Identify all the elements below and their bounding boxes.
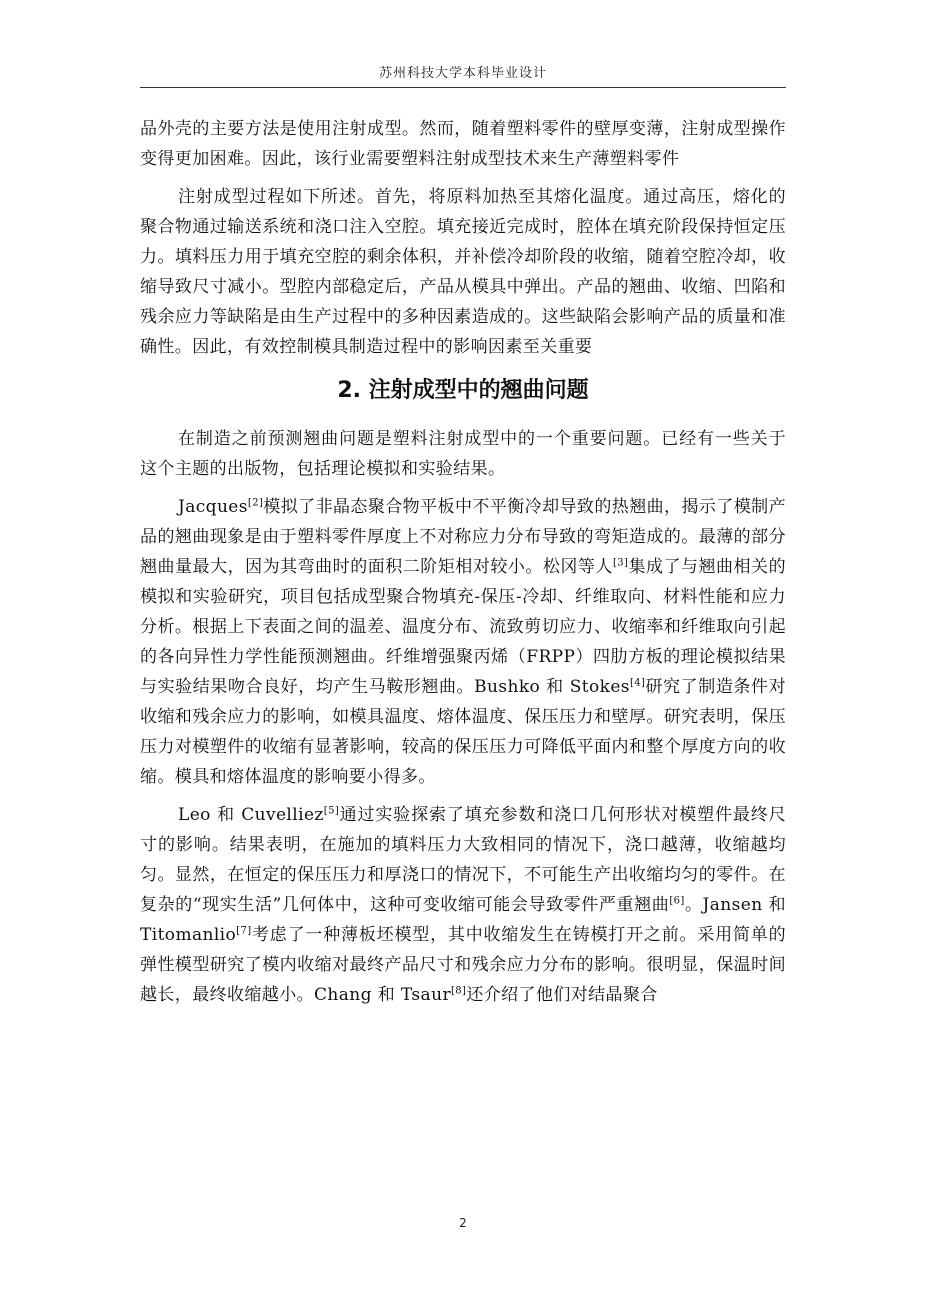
text-segment: 考虑了一种薄板坯模型，其中收缩发生在铸模打开之前。采用简单的弹性模型研究了模内收缩对最终产品尺寸和残余应力分布的影响。很明显，保温时间越长，最终收缩越小。Chang 和 Tsaur	[140, 925, 786, 1005]
citation-ref: [4]	[629, 677, 646, 689]
section-heading: 2. 注射成型中的翘曲问题	[337, 378, 589, 403]
paragraph-literature-review-1	[140, 492, 786, 792]
text-segment: 研究了制造条件对收缩和残余应力的影响，如模具温度、熔体温度、保压压力和壁厚。研究表明，保压压力对模塑件的收缩有显著影响，较高的保压压力可降低平面内和整个厚度方向的收缩。模具和熔体温度的影响要小得多。	[140, 677, 786, 787]
page-body	[140, 114, 786, 1010]
paragraph-process-description: 注射成型过程如下所述。首先，将原料加热至其熔化温度。通过高压，熔化的聚合物通过输送系统和浇口注入空腔。填充接近完成时，腔体在填充阶段保持恒定压力。填料压力用于填充空腔的剩余体积，并补偿冷却阶段的收缩，随着空腔冷却，收缩导致尺寸减小。型腔内部稳定后，产品从模具中弹出。产品的翘曲、收缩、凹陷和残余应力等缺陷是由生产过程中的多种因素造成的。这些缺陷会影响产品的质量和准确性。因此，有效控制模具制造过程中的影响因素至关重要	[140, 187, 786, 357]
text-segment: 模拟了非晶态聚合物平板中不平衡冷却导致的热翘曲，揭示了模制产品的翘曲现象是由于塑料零件厚度上不对称应力分布导致的弯矩造成的。最薄的部分翘曲量最大，因为其弯曲时的面积二阶矩相对较小。松冈等人	[140, 497, 786, 577]
text-segment: 通过实验探索了填充参数和浇口几何形状对模塑件最终尺寸的影响。结果表明，在施加的填料压力大致相同的情况下，浇口越薄，收缩越均匀。显然，在恒定的保压压力和厚浇口的情况下，不可能生产出收缩均匀的零件。在复杂的“现实生活”几何体中，这种可变收缩可能会导致零件严重翘曲	[140, 805, 786, 915]
text-segment: Jacques	[178, 497, 248, 517]
paragraph-warpage-intro: 在制造之前预测翘曲问题是塑料注射成型中的一个重要问题。已经有一些关于这个主题的出版物，包括理论模拟和实验结果。	[140, 429, 786, 479]
citation-ref: [2]	[247, 497, 264, 509]
paragraph-intro-continued: 品外壳的主要方法是使用注射成型。然而，随着塑料零件的壁厚变薄，注射成型操作变得更加困难。因此，该行业需要塑料注射成型技术来生产薄塑料零件	[140, 119, 786, 169]
citation-ref: [5]	[323, 805, 340, 817]
header-divider	[140, 87, 786, 88]
running-header: 苏州科技大学本科毕业设计	[378, 66, 547, 81]
paragraph-literature-review-2	[140, 800, 786, 1010]
text-segment: Leo 和 Cuvelliez	[178, 805, 324, 825]
citation-ref: [8]	[450, 985, 467, 997]
page-number: 2	[459, 1216, 467, 1230]
citation-ref: [6]	[669, 895, 685, 907]
citation-ref: [7]	[236, 925, 252, 937]
text-segment: 。Jansen 和 Titomanlio	[140, 895, 787, 945]
citation-ref: [3]	[612, 557, 629, 569]
text-segment: 集成了与翘曲相关的模拟和实验研究，项目包括成型聚合物填充-保压-冷却、纤维取向、材料性能和应力分析。根据上下表面之间的温差、温度分布、流致剪切应力、收缩率和纤维取向引起的各向异性力学性能预测翘曲。纤维增强聚丙烯（FRPP）四肋方板的理论模拟结果与实验结果吻合良好，均产生马鞍形翘曲。Bushko 和 Stokes	[140, 557, 786, 697]
text-segment: 还介绍了他们对结晶聚合	[466, 985, 658, 1005]
